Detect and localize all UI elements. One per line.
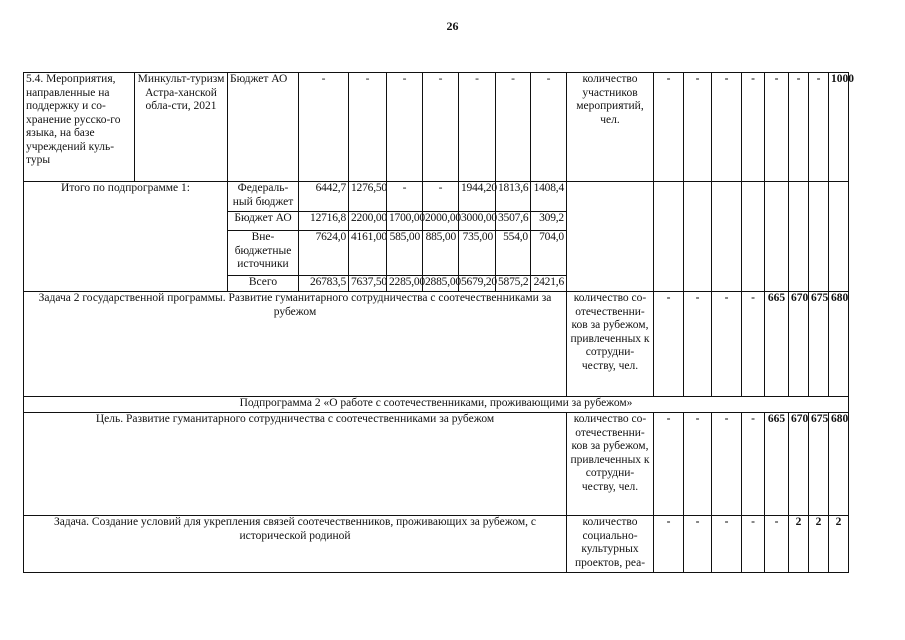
target-cell: - <box>809 73 829 182</box>
funding-source: Всего <box>228 276 299 292</box>
target-cell: - <box>742 413 765 516</box>
target-cell: - <box>712 73 742 182</box>
value-cell: 1813,6 <box>496 182 531 212</box>
value-cell: 885,00 <box>423 231 459 276</box>
value-cell: 2000,00 <box>423 212 459 231</box>
target-cell: - <box>765 516 789 573</box>
value-cell: 1276,50 <box>349 182 387 212</box>
value-cell: - <box>349 73 387 182</box>
subprogram-row <box>24 397 849 413</box>
target-cell: 670 <box>789 413 809 516</box>
value-cell: 2421,6 <box>531 276 567 292</box>
target-cell: - <box>742 292 765 397</box>
subtotal-row <box>24 182 849 212</box>
target-cell: 675 <box>809 413 829 516</box>
subtotal-label: Итого по подпрограмме 1: <box>24 182 228 292</box>
target-cell: 680 <box>829 413 849 516</box>
target-cell: - <box>742 73 765 182</box>
indicator-text: количество со-отечественни-ков за рубежом, привлеченных к сотрудни-честву, чел. <box>567 413 654 516</box>
goal-text: Цель. Развитие гуманитарного сотрудничества с соотечественниками за рубежом <box>24 413 567 516</box>
value-cell: - <box>531 73 567 182</box>
indicator-text: количество со-отечественни-ков за рубежом, привлеченных к сотрудни-честву, чел. <box>567 292 654 397</box>
value-cell: 2200,00 <box>349 212 387 231</box>
target-cell: 675 <box>809 292 829 397</box>
goal-row <box>24 413 849 516</box>
value-cell: 704,0 <box>531 231 567 276</box>
value-cell: 735,00 <box>459 231 496 276</box>
target-cell: - <box>789 73 809 182</box>
value-cell: 7637,50 <box>349 276 387 292</box>
target-cell: - <box>654 516 684 573</box>
target-cell: - <box>742 516 765 573</box>
value-cell: 309,2 <box>531 212 567 231</box>
value-cell: 5875,2 <box>496 276 531 292</box>
target-cell: - <box>654 413 684 516</box>
value-cell: 6442,7 <box>299 182 349 212</box>
value-cell: 5679,20 <box>459 276 496 292</box>
value-cell: 3507,6 <box>496 212 531 231</box>
target-cell: - <box>765 73 789 182</box>
target-empty <box>654 182 684 292</box>
target-cell: - <box>684 292 712 397</box>
value-cell: 554,0 <box>496 231 531 276</box>
value-cell: 3000,00 <box>459 212 496 231</box>
value-cell: - <box>423 73 459 182</box>
funding-source: Вне-бюджетные источники <box>228 231 299 276</box>
value-cell: - <box>387 73 423 182</box>
target-empty <box>809 182 829 292</box>
target-empty <box>712 182 742 292</box>
table-row-5-4 <box>24 73 849 182</box>
target-empty <box>829 182 849 292</box>
task-row <box>24 516 849 573</box>
target-empty <box>684 182 712 292</box>
value-cell: 4161,00 <box>349 231 387 276</box>
target-cell: 665 <box>765 413 789 516</box>
target-cell: 670 <box>789 292 809 397</box>
event-executor: Минкульт-туризм Астра-ханской обла-сти, 2021 <box>135 73 228 182</box>
value-cell: 2285,00 <box>387 276 423 292</box>
value-cell: 26783,5 <box>299 276 349 292</box>
target-empty <box>789 182 809 292</box>
target-cell: 1000 <box>829 73 849 182</box>
target-empty <box>765 182 789 292</box>
funding-source: Бюджет АО <box>228 212 299 231</box>
funding-source: Федераль-ный бюджет <box>228 182 299 212</box>
task2-row <box>24 292 849 397</box>
value-cell: - <box>387 182 423 212</box>
value-cell: 7624,0 <box>299 231 349 276</box>
target-cell: - <box>654 292 684 397</box>
value-cell: - <box>423 182 459 212</box>
target-cell: - <box>654 73 684 182</box>
value-cell: 585,00 <box>387 231 423 276</box>
target-cell: 680 <box>829 292 849 397</box>
value-cell: - <box>459 73 496 182</box>
task2-text: Задача 2 государственной программы. Развитие гуманитарного сотрудничества с соотечественниками за рубежом <box>24 292 567 397</box>
target-cell: - <box>684 516 712 573</box>
value-cell: 1944,20 <box>459 182 496 212</box>
program-table <box>23 72 854 573</box>
funding-source: Бюджет АО <box>228 73 299 182</box>
target-cell: - <box>684 73 712 182</box>
value-cell: 2885,00 <box>423 276 459 292</box>
target-cell: 665 <box>765 292 789 397</box>
value-cell: 1700,00 <box>387 212 423 231</box>
target-cell: 2 <box>789 516 809 573</box>
target-cell: - <box>712 516 742 573</box>
event-name: 5.4. Мероприятия, направленные на поддержку и со-хранение русско-го языка, на базе учреждений куль-туры <box>24 73 135 182</box>
page-number: 26 <box>446 19 459 33</box>
value-cell: 12716,8 <box>299 212 349 231</box>
indicator-text: количество социально-культурных проектов, реа- <box>567 516 654 573</box>
value-cell: 1408,4 <box>531 182 567 212</box>
target-cell: 2 <box>809 516 829 573</box>
indicator-empty <box>567 182 654 292</box>
target-empty <box>742 182 765 292</box>
target-cell: - <box>712 292 742 397</box>
indicator-text: количество участников мероприятий, чел. <box>567 73 654 182</box>
subprogram-title: Подпрограмма 2 «О работе с соотечественниками, проживающими за рубежом» <box>24 397 849 413</box>
task-text: Задача. Создание условий для укрепления связей соотечественников, проживающих за рубежом, с исторической родиной <box>24 516 567 573</box>
target-cell: - <box>684 413 712 516</box>
value-cell: - <box>299 73 349 182</box>
target-cell: 2 <box>829 516 849 573</box>
value-cell: - <box>496 73 531 182</box>
target-cell: - <box>712 413 742 516</box>
